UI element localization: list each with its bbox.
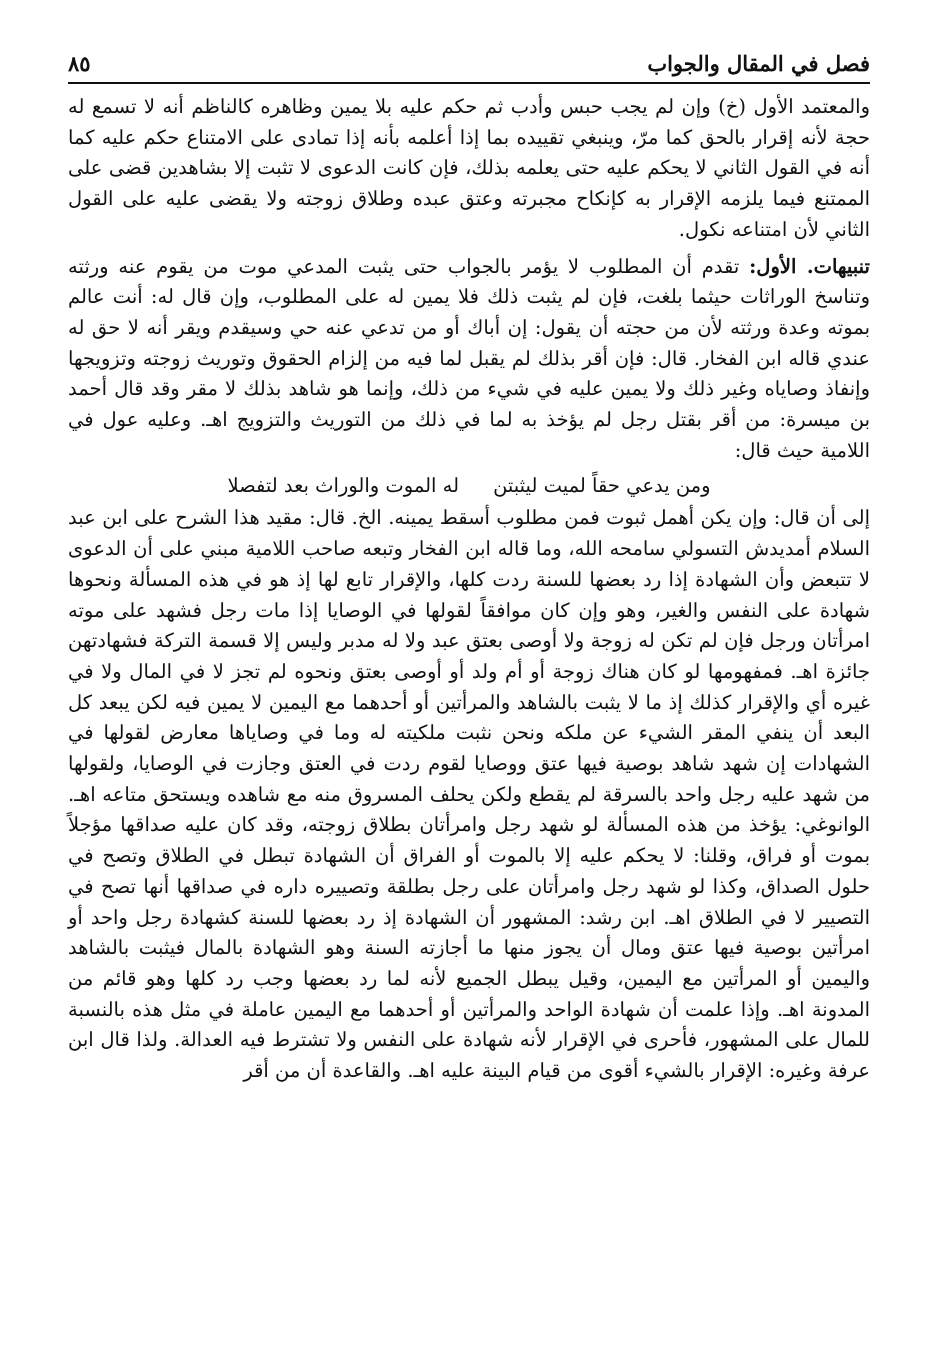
- poetry-verse: [68, 470, 870, 501]
- verse-second-hemistich: له الموت والوراث بعد لتفصلا: [227, 474, 460, 498]
- verse-first-hemistich: ومن يدعي حقاً لميت ليثبتن: [493, 474, 711, 498]
- page-header: [68, 38, 870, 84]
- body-text: [68, 92, 870, 1087]
- running-title: فصل في المقال والجواب: [647, 51, 870, 76]
- paragraph-1: والمعتمد الأول (خ) وإن لم يجب حبس وأدب ثم حكم عليه بلا يمين وظاهره كالناظم أنه لا تسمع له حجة لأنه إقرار بالحق كما مرّ، وينبغي تقييده بما إذا أعلمه بأنه إذا تمادى على الامتناع حكم عليه كما أنه في القول الثاني لا يحكم عليه حتى يعلمه بذلك، فإن كانت الدعوى لا تثبت إلا بشاهدين قضى على الممتنع فيما يلزمه الإقرار به كإنكاح مجبرته وعتق عبده وطلاق زوجته ولا يقضى عليه على القول الثاني لأن امتناعه نكول.: [68, 95, 870, 241]
- page-number: ٨٥: [68, 51, 91, 76]
- notes-heading: تنبيهات. الأول:: [749, 254, 870, 278]
- book-page: [68, 38, 870, 1328]
- paragraph-2: [68, 252, 870, 467]
- paragraph-3: إلى أن قال: وإن يكن أهمل ثبوت فمن مطلوب أسقط يمينه. الخ. قال: مقيد هذا الشرح على ابن عبد السلام أمديدش التسولي سامحه الله، وما قاله ابن الفخار وتبعه صاحب اللامية مبني على أن الدعوى لا تتبعض وأن الشهادة إذا رد بعضها للسنة ردت كلها، والإقرار تابع لها إذ هو في هذه المسألة ونحوها شهادة على النفس والغير، وهو وإن كان موافقاً لقولها في الوصايا إذا مات رجل فشهد على موته امرأتان ورجل فإن لم تكن له زوجة ولا أوصى بعتق عبد ولا له مدبر وليس إلا قسمة التركة فشهادتهن جائزة اهـ. فمفهومها لو كان هناك زوجة أو أم ولد أو أوصى بعتق ونحوه لم تجز لا في المال ولا في غيره أي والإقرار كذلك إذ ما لا يثبت بالشاهد والمرأتين أو أحدهما مع اليمين لا يمين فيه لكن يبعد كل البعد أن ينفي المقر الشيء عن ملكه ونحن نثبت ملكيته له وما في وصاياها معارض لقولها في الشهادات إن شهد شاهد بوصية فيها عتق ووصايا لقوم ردت في العتق وجازت في الوصايا، ولقولها من شهد عليه رجل واحد بالسرقة لم يقطع ولكن يحلف المسروق منه مع شاهده ويستحق متاعه اهـ. الوانوغي: يؤخذ من هذه المسألة لو شهد رجل وامرأتان بطلاق زوجته، وقد كان عليه صداقها مؤجلاً بموت أو فراق، وقلنا: لا يحكم عليه إلا بالموت أو الفراق أن الشهادة تبطل في الطلاق وتصح في حلول الصداق، وكذا لو شهد رجل وامرأتان على رجل بطلقة وتصييره داره في صداقها أنها تصح في التصيير لا في الطلاق اهـ. ابن رشد: المشهور أن الشهادة إذ رد بعضها للسنة كشهادة رجل واحد أو امرأتين بوصية فيها عتق ومال أن يجوز منها ما أجازته السنة وهو الشهادة بالمال فيثبت بالشاهد واليمين أو المرأتين مع اليمين، وقيل يبطل الجميع لأنه لما رد بعضها وجب رد كلها وهو قائم من المدونة اهـ. وإذا علمت أن شهادة الواحد والمرأتين أو أحدهما مع اليمين عاملة في مثل هذه بالنسبة للمال على المشهور، فأحرى في الإقرار لأنه شهادة على النفس ولا تشترط فيه العدالة. ولذا قال ابن عرفة وغيره: الإقرار بالشيء أقوى من قيام البينة عليه اهـ. والقاعدة أن من أقر: [68, 506, 870, 1083]
- paragraph-2-text: تقدم أن المطلوب لا يؤمر بالجواب حتى يثبت المدعي موت من يقوم عنه ورثته وتناسخ الوراثات حيثما بلغت، فإن لم يثبت ذلك فلا يمين له على المطلوب، وإن قال له: أنت عالم بموته وعدة ورثته لأن من حجته أن يقول: إن أباك أو من تدعي عنه حي وسيقدم ويقر أنه لا حق له عندي قاله ابن الفخار. قال: فإن أقر بذلك لم يقبل لما فيه من إلزام الحقوق وتوريث زوجته وتزويجها وإنفاذ وصاياه وغير ذلك ولا يمين عليه في شيء من ذلك، وإنما هو شاهد بذلك لا مقر وقد قال أحمد بن ميسرة: من أقر بقتل رجل لم يؤخذ به لما في ذلك من التوريث والتزويج اهـ. وعليه عول في اللامية حيث قال:: [68, 254, 870, 462]
